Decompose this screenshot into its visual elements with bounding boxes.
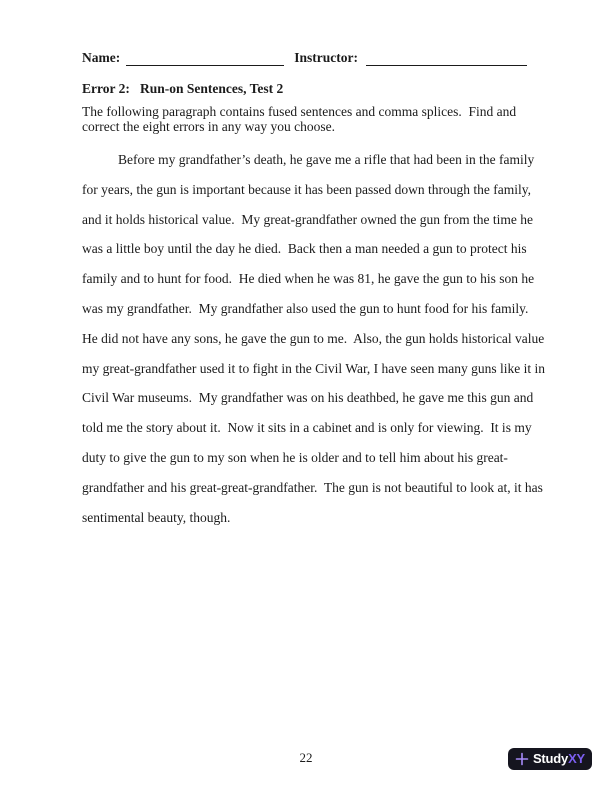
instructions-text bbox=[82, 105, 542, 135]
paragraph-line: for years, the gun is important because it has been passed down through the family, bbox=[82, 181, 532, 197]
exercise-paragraph bbox=[82, 145, 546, 532]
name-blank-line bbox=[126, 51, 284, 66]
name-label: Name: bbox=[82, 50, 121, 65]
paragraph-line: family and to hunt for food. He died when he was 81, he gave the gun to his son he bbox=[82, 271, 535, 287]
instructor-blank-line bbox=[366, 51, 527, 66]
paragraph-line: duty to give the gun to my son when he is older and to tell him about his great- bbox=[82, 449, 508, 465]
logo-text-xy: XY bbox=[568, 751, 586, 766]
paragraph-line: was my grandfather. My grandfather also used the gun to hunt food for his family. bbox=[82, 300, 529, 316]
logo-text bbox=[533, 748, 585, 770]
plus-icon bbox=[515, 752, 529, 766]
paragraph-line: my great-grandfather used it to fight in the Civil War, I have seen many guns like it in bbox=[82, 360, 546, 376]
paragraph-line: and it holds historical value. My great-grandfather owned the gun from the time he bbox=[82, 211, 533, 227]
paragraph-line: was a little boy until the day he died. Back then a man needed a gun to protect his bbox=[82, 241, 527, 257]
instructor-label: Instructor: bbox=[294, 50, 358, 65]
logo-text-study: Study bbox=[532, 751, 569, 766]
name-instructor-header bbox=[82, 50, 527, 66]
paragraph-line: told me the story about it. Now it sits in a cabinet and is only for viewing. It is my bbox=[82, 420, 532, 436]
paragraph-line: sentimental beauty, though. bbox=[82, 509, 231, 525]
paragraph-line: Before my grandfather’s death, he gave me a rifle that had been in the family bbox=[118, 152, 535, 167]
instructions-line-2: correct the eight errors in any way you choose. bbox=[82, 118, 336, 134]
paragraph-line: Civil War museums. My grandfather was on his deathbed, he gave me this gun and bbox=[82, 390, 534, 406]
studyxy-logo bbox=[508, 748, 592, 770]
instructions-line-1: The following paragraph contains fused sentences and comma splices. Find and bbox=[82, 104, 517, 119]
worksheet-title: Error 2: Run-on Sentences, Test 2 bbox=[82, 81, 284, 96]
paragraph-line: grandfather and his great-great-grandfather. The gun is not beautiful to look at, it has bbox=[82, 479, 543, 495]
paragraph-line: He did not have any sons, he gave the gun to me. Also, the gun holds historical value bbox=[82, 330, 545, 346]
page-number: 22 bbox=[299, 750, 313, 765]
